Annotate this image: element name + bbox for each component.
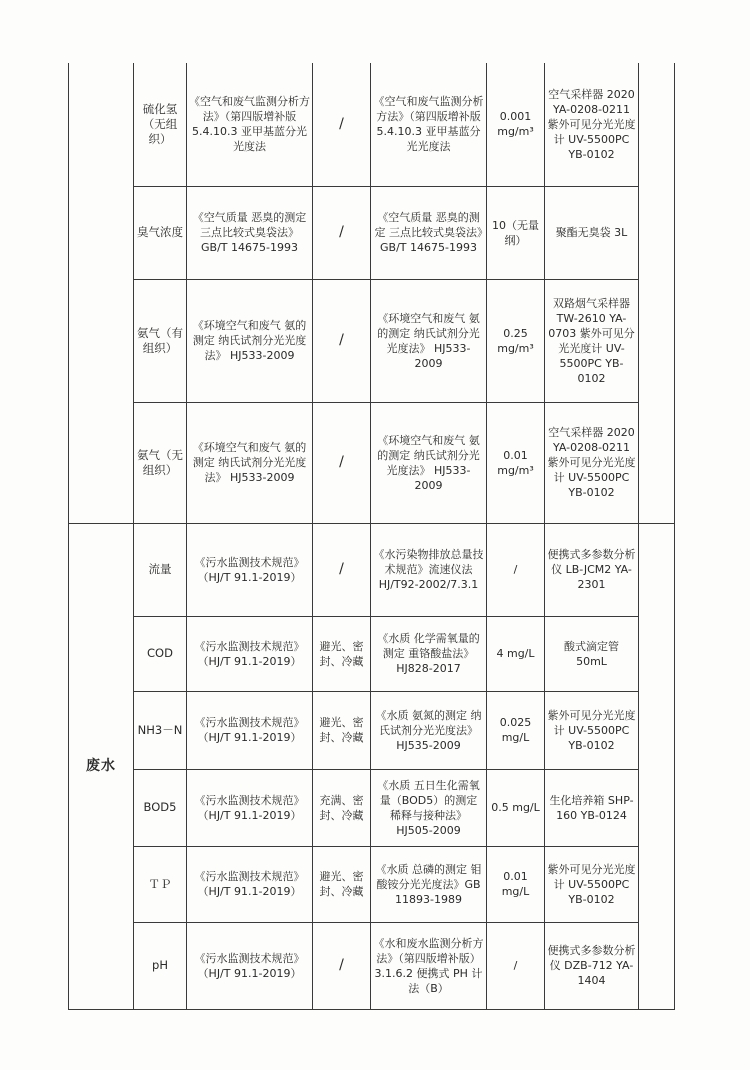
- instrument-cell: 空气采样器 2020 YA-0208-0211 紫外可见分光光度计 UV-5500PC YB-0102: [545, 402, 639, 523]
- sampling-method-cell: 《空气和废气监测分析方法》（第四版增补版 5.4.10.3 亚甲基蓝分光光度法: [187, 63, 313, 186]
- project-cell: NH3－N: [134, 691, 187, 769]
- table-row: [69, 279, 675, 402]
- analysis-standard-cell: 《空气质量 恶臭的测定 三点比较式臭袋法》GB/T 14675-1993: [371, 186, 487, 279]
- project-cell: COD: [134, 616, 187, 691]
- analysis-standard-cell: 《水和废水监测分析方法》（第四版增补版） 3.1.6.2 便携式 PH 计法（B）: [371, 922, 487, 1009]
- analysis-standard-cell: 《水质 总磷的测定 钼酸铵分光光度法》GB 11893-1989: [371, 846, 487, 922]
- sampling-method-cell: 《污水监测技术规范》（HJ/T 91.1-2019）: [187, 769, 313, 846]
- preservation-cell: /: [313, 186, 371, 279]
- table-row: [69, 402, 675, 523]
- preservation-cell: 充满、密封、冷藏: [313, 769, 371, 846]
- detection-limit-cell: 0.5 mg/L: [487, 769, 545, 846]
- analysis-standard-cell: 《水质 化学需氧量的测定 重铬酸盐法》 HJ828-2017: [371, 616, 487, 691]
- analysis-standard-cell: 《环境空气和废气 氨的测定 纳氏试剂分光光度法》 HJ533-2009: [371, 279, 487, 402]
- table-row: [69, 523, 675, 616]
- category-cell: [69, 63, 134, 523]
- preservation-cell: /: [313, 523, 371, 616]
- table-row: [69, 616, 675, 691]
- preservation-cell: /: [313, 922, 371, 1009]
- instrument-cell: 空气采样器 2020 YA-0208-0211 紫外可见分光光度计 UV-5500PC YB-0102: [545, 63, 639, 186]
- sampling-method-cell: 《污水监测技术规范》（HJ/T 91.1-2019）: [187, 691, 313, 769]
- analysis-standard-cell: 《水质 氨氮的测定 纳氏试剂分光光度法》 HJ535-2009: [371, 691, 487, 769]
- monitoring-methods-table: [68, 63, 675, 1010]
- instrument-cell: 双路烟气采样器 TW-2610 YA-0703 紫外可见分光光度计 UV-5500PC YB-0102: [545, 279, 639, 402]
- table-row: [69, 846, 675, 922]
- table-row: [69, 186, 675, 279]
- preservation-cell: /: [313, 279, 371, 402]
- detection-limit-cell: 0.025 mg/L: [487, 691, 545, 769]
- sampling-method-cell: 《污水监测技术规范》（HJ/T 91.1-2019）: [187, 846, 313, 922]
- remarks-cell: [639, 523, 675, 1009]
- table-row: [69, 63, 675, 186]
- instrument-cell: 便携式多参数分析仪 DZB-712 YA-1404: [545, 922, 639, 1009]
- preservation-cell: /: [313, 402, 371, 523]
- project-cell: BOD5: [134, 769, 187, 846]
- table-row: [69, 769, 675, 846]
- sampling-method-cell: 《空气质量 恶臭的测定 三点比较式臭袋法》GB/T 14675-1993: [187, 186, 313, 279]
- table-row: [69, 691, 675, 769]
- project-cell: 硫化氢（无组织）: [134, 63, 187, 186]
- project-cell: ＴＰ: [134, 846, 187, 922]
- sampling-method-cell: 《环境空气和废气 氨的测定 纳氏试剂分光光度法》 HJ533-2009: [187, 402, 313, 523]
- analysis-standard-cell: 《水污染物排放总量技术规范》流速仪法 HJ/T92-2002/7.3.1: [371, 523, 487, 616]
- project-cell: 氨气（无组织）: [134, 402, 187, 523]
- detection-limit-cell: 0.01 mg/m³: [487, 402, 545, 523]
- detection-limit-cell: 0.001 mg/m³: [487, 63, 545, 186]
- instrument-cell: 紫外可见分光光度计 UV-5500PC YB-0102: [545, 691, 639, 769]
- detection-limit-cell: 0.01 mg/L: [487, 846, 545, 922]
- table-row: [69, 922, 675, 1009]
- instrument-cell: 紫外可见分光光度计 UV-5500PC YB-0102: [545, 846, 639, 922]
- analysis-standard-cell: 《空气和废气监测分析方法》（第四版增补版 5.4.10.3 亚甲基蓝分光光度法: [371, 63, 487, 186]
- project-cell: 臭气浓度: [134, 186, 187, 279]
- category-cell: 废水: [69, 523, 134, 1009]
- detection-limit-cell: /: [487, 523, 545, 616]
- detection-limit-cell: 0.25 mg/m³: [487, 279, 545, 402]
- detection-limit-cell: /: [487, 922, 545, 1009]
- analysis-standard-cell: 《环境空气和废气 氨的测定 纳氏试剂分光光度法》 HJ533-2009: [371, 402, 487, 523]
- instrument-cell: 便携式多参数分析仪 LB-JCM2 YA-2301: [545, 523, 639, 616]
- preservation-cell: 避光、密封、冷藏: [313, 691, 371, 769]
- remarks-cell: [639, 63, 675, 523]
- detection-limit-cell: 10（无量纲）: [487, 186, 545, 279]
- sampling-method-cell: 《环境空气和废气 氨的测定 纳氏试剂分光光度法》 HJ533-2009: [187, 279, 313, 402]
- sampling-method-cell: 《污水监测技术规范》（HJ/T 91.1-2019）: [187, 616, 313, 691]
- preservation-cell: 避光、密封、冷藏: [313, 616, 371, 691]
- preservation-cell: /: [313, 63, 371, 186]
- project-cell: pH: [134, 922, 187, 1009]
- detection-limit-cell: 4 mg/L: [487, 616, 545, 691]
- analysis-standard-cell: 《水质 五日生化需氧量（BOD5）的测定 稀释与接种法》 HJ505-2009: [371, 769, 487, 846]
- sampling-method-cell: 《污水监测技术规范》（HJ/T 91.1-2019）: [187, 922, 313, 1009]
- instrument-cell: 聚酯无臭袋 3L: [545, 186, 639, 279]
- project-cell: 流量: [134, 523, 187, 616]
- instrument-cell: 酸式滴定管 50mL: [545, 616, 639, 691]
- project-cell: 氨气（有组织）: [134, 279, 187, 402]
- preservation-cell: 避光、密封、冷藏: [313, 846, 371, 922]
- sampling-method-cell: 《污水监测技术规范》（HJ/T 91.1-2019）: [187, 523, 313, 616]
- instrument-cell: 生化培养箱 SHP-160 YB-0124: [545, 769, 639, 846]
